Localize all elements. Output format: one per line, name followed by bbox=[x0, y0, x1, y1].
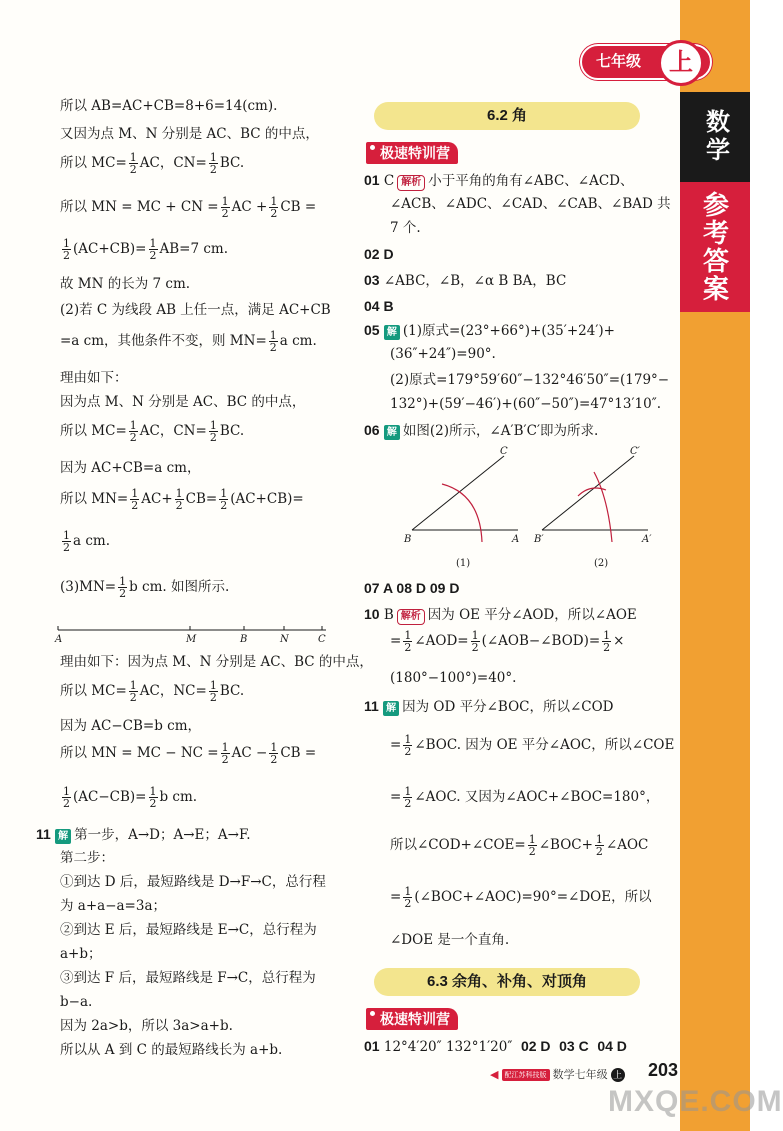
text-line: = $\frac{1}{2}$ ∠AOC. 又因为∠AOC+∠BOC=180°， bbox=[390, 785, 660, 810]
fraction: $\frac{1}{2}$ bbox=[404, 629, 412, 654]
text-line: 所以 MC= $\frac{1}{2}$ AC，NC= $\frac{1}{2}$ BC. bbox=[60, 679, 245, 704]
label-a: A bbox=[512, 534, 520, 545]
arc-mark bbox=[442, 484, 482, 542]
section-title: 6.3 余角、补角、对顶角 bbox=[374, 968, 640, 996]
fraction: $\frac{1}{2}$ bbox=[221, 741, 229, 766]
fraction: $\frac{1}{2}$ bbox=[603, 629, 611, 654]
point-label-n: N bbox=[280, 634, 289, 645]
fraction: $\frac{1}{2}$ bbox=[528, 833, 536, 858]
analysis-tag: 解析 bbox=[397, 175, 425, 191]
edition-badge: 上 bbox=[611, 1068, 625, 1082]
text-line: 为 a+a−a=3a； bbox=[60, 898, 167, 914]
ray-b-c-prime bbox=[542, 456, 634, 530]
solution-tag: 解 bbox=[384, 325, 400, 340]
angle-construction-figure bbox=[400, 442, 680, 572]
text-line: ①到达 D 后，最短路线是 D→F→C，总行程 bbox=[60, 874, 326, 890]
text-line: 理由如下： bbox=[60, 370, 128, 386]
text-line: (180°−100°)=40°. bbox=[390, 670, 517, 686]
text-line: $\frac{1}{2}$ (AC+CB)= $\frac{1}{2}$ AB=7 cm. bbox=[63, 237, 229, 262]
question-11: 11 解 因为 OD 平分∠BOC，所以∠COD bbox=[364, 698, 614, 715]
text-line: ②到达 E 后，最短路线是 E→C，总行程为 bbox=[60, 922, 317, 938]
solution-tag: 解 bbox=[55, 829, 71, 844]
question-number: 10 bbox=[364, 606, 380, 622]
text-line: ∠DOE 是一个直角. bbox=[390, 932, 510, 948]
label-b: B bbox=[404, 534, 412, 545]
text-line: =a cm，其他条件不变，则 MN= $\frac{1}{2}$ a cm. bbox=[60, 329, 317, 354]
fraction: $\frac{1}{2}$ bbox=[595, 833, 603, 858]
fraction: $\frac{1}{2}$ bbox=[209, 151, 217, 176]
arrow-left-icon: ◀ bbox=[490, 1069, 499, 1081]
question-number: 11 bbox=[364, 698, 379, 714]
text-line: 所以 MC= $\frac{1}{2}$ AC，CN= $\frac{1}{2}$ BC. bbox=[60, 151, 245, 176]
text-line: 第二步： bbox=[60, 850, 114, 866]
answers-label: 参考答案 bbox=[680, 182, 750, 312]
ray-bc bbox=[412, 456, 504, 530]
text-line: 132°)+(59′−46′)+(60″−50″)=47°13′10″. bbox=[390, 396, 662, 412]
subject-label: 数学 bbox=[680, 92, 750, 182]
fraction: $\frac{1}{2}$ bbox=[175, 487, 183, 512]
text-line: 所以 MN = MC + CN = $\frac{1}{2}$ AC + $\frac{1}{2}$ CB = bbox=[60, 195, 317, 220]
fraction: $\frac{1}{2}$ bbox=[209, 679, 217, 704]
last-answers-line: 01 12°4′20″ 132°1′20″ 02 D 03 C 04 D bbox=[364, 1038, 627, 1055]
point-label-c: C bbox=[318, 634, 326, 645]
fraction: $\frac{1}{2}$ bbox=[129, 151, 137, 176]
fraction: $\frac{1}{2}$ bbox=[269, 329, 277, 354]
text-line: 因为 AC+CB=a cm， bbox=[60, 460, 201, 476]
training-camp-badge: 极速特训营 bbox=[366, 1008, 458, 1030]
text-line: a+b； bbox=[60, 946, 102, 962]
fraction: $\frac{1}{2}$ bbox=[404, 785, 412, 810]
text-line: (3)MN= $\frac{1}{2}$ b cm. 如图所示. bbox=[60, 575, 230, 600]
fraction: $\frac{1}{2}$ bbox=[221, 195, 229, 220]
text-line: 因为点 M、N 分别是 AC、BC 的中点， bbox=[60, 394, 306, 410]
text-line: 故 MN 的长为 7 cm. bbox=[60, 276, 191, 292]
text-line: $\frac{1}{2}$ (AC−CB)= $\frac{1}{2}$ b cm. bbox=[63, 785, 198, 810]
fraction: $\frac{1}{2}$ bbox=[471, 629, 479, 654]
text-line: 所以∠COD+∠COE= $\frac{1}{2}$ ∠BOC+ $\frac{1}{2}$ ∠AOC bbox=[390, 833, 649, 858]
solution-tag: 解 bbox=[383, 701, 399, 716]
fraction: $\frac{1}{2}$ bbox=[129, 679, 137, 704]
point-label-b: B bbox=[240, 634, 248, 645]
fraction: $\frac{1}{2}$ bbox=[220, 487, 228, 512]
question-03: 03 ∠ABC，∠B，∠α B BA，BC bbox=[364, 272, 567, 289]
text-line: 所以 MN = MC − NC = $\frac{1}{2}$ AC − $\frac{1}{2}$ CB = bbox=[60, 741, 317, 766]
label-b-prime: B′ bbox=[534, 534, 544, 545]
section-title: 6.2 角 bbox=[374, 102, 640, 130]
question-number: 03 bbox=[364, 272, 380, 288]
questions-07-09: 07 A 08 D 09 D bbox=[364, 580, 460, 596]
question-10: 10 B 解析 因为 OE 平分∠AOD，所以∠AOE bbox=[364, 606, 637, 623]
text-line: $\frac{1}{2}$ a cm. bbox=[63, 529, 110, 554]
fraction: $\frac{1}{2}$ bbox=[63, 529, 70, 554]
arc-mark bbox=[594, 472, 612, 542]
question-number: 11 bbox=[36, 826, 51, 842]
fraction: $\frac{1}{2}$ bbox=[149, 237, 157, 262]
fraction: $\frac{1}{2}$ bbox=[63, 237, 70, 262]
book-title: 数学七年级 bbox=[552, 1069, 608, 1081]
label-c-prime: C′ bbox=[630, 446, 640, 457]
figure-2-caption: (2) bbox=[594, 558, 609, 569]
text-line: 因为 2a>b，所以 3a>a+b. bbox=[60, 1018, 233, 1034]
grade-text: 七年级 bbox=[596, 53, 642, 70]
text-line: = $\frac{1}{2}$ (∠BOC+∠AOC)=90°=∠DOE，所以 bbox=[390, 885, 652, 910]
label-c: C bbox=[500, 446, 508, 457]
publisher-tag: 配江苏科技版 bbox=[502, 1069, 550, 1081]
figure-1-caption: (1) bbox=[456, 558, 471, 569]
term-badge: 上 bbox=[658, 40, 704, 86]
fraction: $\frac{1}{2}$ bbox=[209, 419, 217, 444]
question-06: 06 解 如图(2)所示，∠A′B′C′即为所求. bbox=[364, 422, 599, 439]
fraction: $\frac{1}{2}$ bbox=[270, 195, 278, 220]
question-number: 05 bbox=[364, 322, 380, 338]
segment-diagram bbox=[54, 622, 334, 646]
fraction: $\frac{1}{2}$ bbox=[404, 885, 412, 910]
fraction: $\frac{1}{2}$ bbox=[270, 741, 278, 766]
text-line: ③到达 F 后，最短路线是 F→C，总行程为 bbox=[60, 970, 316, 986]
point-label-m: M bbox=[186, 634, 197, 645]
analysis-tag: 解析 bbox=[397, 609, 425, 625]
text-line: ∠ACB、∠ADC、∠CAD、∠CAB、∠BAD 共 bbox=[390, 196, 671, 212]
question-05: 05 解 (1)原式=(23°+66°)+(35′+24′)+ bbox=[364, 322, 615, 339]
fraction: $\frac{1}{2}$ bbox=[119, 575, 127, 600]
text-line: 又因为点 M、N 分别是 AC、BC 的中点， bbox=[60, 126, 319, 142]
training-camp-badge: 极速特训营 bbox=[366, 142, 458, 164]
text-line: (2)原式=179°59′60″−132°46′50″=(179°− bbox=[390, 372, 670, 388]
fraction: $\frac{1}{2}$ bbox=[63, 785, 70, 810]
text-line: 所以从 A 到 C 的最短路线长为 a+b. bbox=[60, 1042, 283, 1058]
fraction: $\frac{1}{2}$ bbox=[131, 487, 139, 512]
text-line: = $\frac{1}{2}$ ∠BOC. 因为 OE 平分∠AOC，所以∠COE bbox=[390, 733, 675, 758]
text-line: 7 个. bbox=[390, 220, 421, 236]
text-line: = $\frac{1}{2}$ ∠AOD= $\frac{1}{2}$ (∠AOB−∠BOD)= $\frac{1}{2}$ × bbox=[390, 629, 625, 654]
text-line: b−a. bbox=[60, 994, 93, 1010]
question-02: 02 D bbox=[364, 246, 394, 262]
text-line: (2)若 C 为线段 AB 上任一点，满足 AC+CB bbox=[60, 302, 331, 318]
text-line: 所以 AB=AC+CB=8+6=14(cm). bbox=[60, 98, 278, 114]
question-04: 04 B bbox=[364, 298, 394, 314]
watermark: MXQE.COM bbox=[608, 1085, 783, 1118]
text-line: 理由如下：因为点 M、N 分别是 AC、BC 的中点， bbox=[60, 654, 373, 670]
fraction: $\frac{1}{2}$ bbox=[404, 733, 412, 758]
question-number: 01 bbox=[364, 1038, 380, 1054]
text-line: 所以 MN= $\frac{1}{2}$ AC+ $\frac{1}{2}$ CB= $\frac{1}{2}$ (AC+CB)= bbox=[60, 487, 304, 512]
text-line: (36″+24″)=90°. bbox=[390, 346, 496, 362]
question-number: 06 bbox=[364, 422, 380, 438]
fraction: $\frac{1}{2}$ bbox=[149, 785, 157, 810]
question-number: 01 bbox=[364, 172, 380, 188]
question-11-first-line: 11 解 第一步，A→D；A→E；A→F. bbox=[36, 826, 251, 843]
page-number: 203 bbox=[648, 1060, 679, 1080]
text-line: 因为 AC−CB=b cm， bbox=[60, 718, 202, 734]
page-footer bbox=[490, 1066, 625, 1082]
fraction: $\frac{1}{2}$ bbox=[129, 419, 137, 444]
right-column bbox=[360, 0, 680, 1131]
label-a-prime: A′ bbox=[642, 534, 652, 545]
text-line: 所以 MC= $\frac{1}{2}$ AC，CN= $\frac{1}{2}$ BC. bbox=[60, 419, 245, 444]
question-01: 01 C 解析 小于平角的角有∠ABC、∠ACD、 bbox=[364, 172, 634, 189]
point-label-a: A bbox=[55, 634, 63, 645]
solution-tag: 解 bbox=[384, 425, 400, 440]
